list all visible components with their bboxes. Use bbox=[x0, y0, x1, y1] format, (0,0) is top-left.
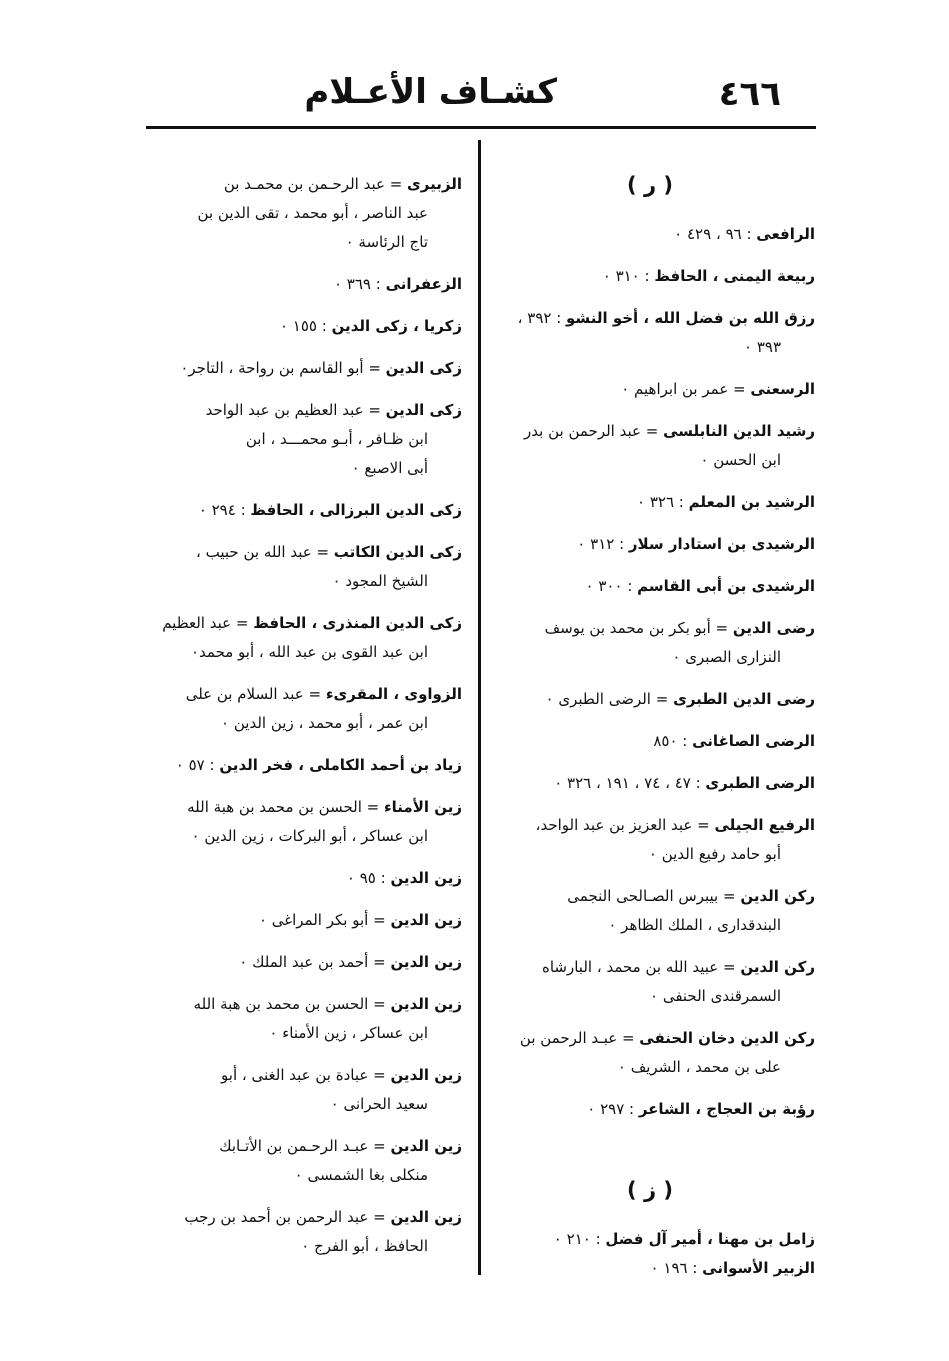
entry-name: رؤبة بن العجاج ، الشاعر bbox=[638, 1100, 815, 1118]
index-entry bbox=[485, 727, 815, 756]
entry-reference: = أبو بكر المراغى ٠ bbox=[258, 911, 391, 929]
entry-first-line bbox=[132, 1203, 462, 1232]
entries-ra bbox=[485, 220, 815, 1124]
entry-reference: = عبادة بن عبد الغنى ، أبو bbox=[221, 1066, 391, 1084]
entry-continuation-line: سعيد الحرانى ٠ bbox=[330, 1095, 428, 1113]
entry-name: الرفيع الجيلى bbox=[714, 816, 815, 834]
index-entry bbox=[132, 906, 462, 935]
left-column bbox=[132, 170, 462, 1274]
index-entry bbox=[132, 609, 462, 667]
entry-reference: : ٢٩٧ ٠ bbox=[587, 1100, 639, 1118]
entry-first-line bbox=[485, 572, 815, 601]
entry-name: رضى الدين الطبرى bbox=[673, 690, 815, 708]
entry-name: زين الدين bbox=[390, 953, 462, 971]
entry-name: رشيد الدين النابلسى bbox=[663, 422, 815, 440]
entry-name: الرضى الطبرى bbox=[705, 774, 815, 792]
index-entry bbox=[132, 496, 462, 525]
entry-reference: : ٢١٠ ٠ bbox=[553, 1230, 606, 1248]
entry-reference: : ٣٠٠ ٠ bbox=[585, 577, 638, 595]
entry-name: رزق الله بن فضل الله ، أخو النشو bbox=[566, 309, 815, 327]
index-entry bbox=[132, 751, 462, 780]
entry-reference: = بيبرس الصـالحى النجمى bbox=[567, 887, 741, 905]
entry-reference: = عبد الله بن حبيب ، bbox=[196, 543, 334, 561]
entry-name: زين الدين bbox=[390, 1137, 462, 1155]
index-entry bbox=[132, 270, 462, 299]
index-entry bbox=[485, 530, 815, 559]
entry-first-line bbox=[132, 948, 462, 977]
entry-name: زكى الدين المنذرى ، الحافظ bbox=[253, 614, 462, 632]
entry-reference: = الحسن بن محمد بن هبة الله bbox=[187, 798, 384, 816]
index-entry bbox=[485, 304, 815, 362]
entry-continuation-line: الحافظ ، أبو الفرج ٠ bbox=[301, 1237, 428, 1255]
index-entry bbox=[132, 680, 462, 738]
entry-name: زياد بن أحمد الكاملى ، فخر الدين bbox=[219, 756, 462, 774]
entry-reference: = عبد الرحـمن بن محمـد بن bbox=[223, 175, 408, 193]
index-entry bbox=[132, 354, 462, 383]
entry-continuation-line: على بن محمد ، الشريف ٠ bbox=[617, 1058, 781, 1076]
entry-reference: = أبو القاسم بن رواحة ، التاجر٠ bbox=[180, 359, 386, 377]
page-number: ٤٦٦ bbox=[718, 74, 781, 114]
entry-name: الرضى الصاغانى bbox=[692, 732, 815, 750]
entry-name: زين الدين bbox=[390, 911, 462, 929]
entry-name: ربيعة اليمنى ، الحافظ bbox=[654, 267, 815, 285]
index-entry bbox=[132, 864, 462, 893]
entry-reference: : ٣٩٢ ، bbox=[517, 309, 567, 327]
entry-first-line bbox=[485, 262, 815, 291]
entry-first-line bbox=[132, 312, 462, 341]
entry-first-line bbox=[485, 1225, 815, 1254]
entry-first-line bbox=[132, 864, 462, 893]
entry-reference: = أبو بكر بن محمد بن يوسف bbox=[544, 619, 733, 637]
entry-name: الزواوى ، المقرىء bbox=[325, 685, 462, 703]
entry-reference: = الرضى الطبرى ٠ bbox=[545, 690, 674, 708]
entry-reference: : ٥٧ ٠ bbox=[175, 756, 220, 774]
entry-first-line bbox=[485, 1024, 815, 1053]
entry-reference: = عبد السلام بن على bbox=[185, 685, 326, 703]
entry-continuation-line: ابن عبد القوى بن عبد الله ، أبو محمد٠ bbox=[190, 643, 428, 661]
entry-first-line bbox=[132, 793, 462, 822]
index-entry bbox=[132, 312, 462, 341]
index-entry bbox=[485, 614, 815, 672]
index-entry bbox=[132, 793, 462, 851]
entry-first-line bbox=[485, 1254, 815, 1283]
entry-reference: = عبـد الرحمن بن bbox=[519, 1029, 640, 1047]
entry-first-line bbox=[485, 530, 815, 559]
index-entry bbox=[485, 953, 815, 1011]
entry-first-line bbox=[485, 220, 815, 249]
entry-reference: = عمر بن ابراهيم ٠ bbox=[621, 380, 751, 398]
index-entry bbox=[485, 417, 815, 475]
index-entry bbox=[132, 1061, 462, 1119]
entry-name: ركن الدين bbox=[740, 958, 815, 976]
entry-name: زكى الدين bbox=[385, 401, 462, 419]
index-entry bbox=[485, 685, 815, 714]
entry-reference: : ٣١٠ ٠ bbox=[602, 267, 655, 285]
index-entry bbox=[132, 990, 462, 1048]
entry-reference: = عبيد الله بن محمد ، البارشاه bbox=[542, 958, 741, 976]
entry-name: الرسعنى bbox=[750, 380, 815, 398]
entry-reference: : ٣١٢ ٠ bbox=[577, 535, 629, 553]
index-entry bbox=[485, 572, 815, 601]
entry-first-line bbox=[132, 1061, 462, 1090]
entry-reference: = عبد العظيم bbox=[162, 614, 254, 632]
entry-first-line bbox=[132, 751, 462, 780]
entry-continuation-line: الشيخ المجود ٠ bbox=[332, 572, 428, 590]
entry-name: زين الدين bbox=[390, 869, 462, 887]
entry-continuation-line: عبد الناصر ، أبو محمد ، تقى الدين بن bbox=[197, 204, 428, 222]
index-entry bbox=[132, 1203, 462, 1261]
entry-continuation-line: ابن ظـافر ، أبـو محمـــد ، ابن bbox=[245, 430, 428, 448]
entry-name: زكى الدين البرزالى ، الحافظ bbox=[250, 501, 462, 519]
entry-first-line bbox=[132, 170, 462, 199]
column-divider bbox=[478, 140, 481, 1275]
entry-reference: : ١٥٥ ٠ bbox=[279, 317, 332, 335]
right-column bbox=[485, 170, 815, 1283]
index-entry bbox=[485, 220, 815, 249]
entry-name: زين الدين bbox=[390, 1208, 462, 1226]
index-entry bbox=[485, 375, 815, 404]
index-entry bbox=[132, 1132, 462, 1190]
entry-continuation-line: ابن عساكر ، أبو البركات ، زين الدين ٠ bbox=[191, 827, 428, 845]
entry-first-line bbox=[132, 609, 462, 638]
entry-continuation-line: ابن عمر ، أبو محمد ، زين الدين ٠ bbox=[221, 714, 428, 732]
entry-first-line bbox=[485, 375, 815, 404]
entry-name: ركن الدين دخان الحنفى bbox=[639, 1029, 815, 1047]
entry-reference: : ٢٩٤ ٠ bbox=[198, 501, 251, 519]
page-title: كشـاف الأعـلام bbox=[304, 72, 557, 112]
entry-first-line bbox=[132, 396, 462, 425]
entry-first-line bbox=[485, 417, 815, 446]
entry-reference: : ٩٦ ، ٤٢٩ ٠ bbox=[674, 225, 757, 243]
entry-name: زكريا ، زكى الدين bbox=[331, 317, 462, 335]
entry-name: الرشيد بن المعلم bbox=[688, 493, 815, 511]
entry-continuation-line: السمرقندى الحنفى ٠ bbox=[649, 987, 781, 1005]
index-entry bbox=[132, 948, 462, 977]
entry-continuation-line: تاج الرئاسة ٠ bbox=[345, 233, 428, 251]
entry-reference: = عبد الرحمن بن بدر bbox=[524, 422, 664, 440]
entry-reference: = عبد العظيم بن عبد الواحد bbox=[205, 401, 386, 419]
entry-name: زين الدين bbox=[390, 995, 462, 1013]
entry-continuation-line: البندقدارى ، الملك الظاهر ٠ bbox=[608, 916, 781, 934]
entry-reference: : ٣٢٦ ٠ bbox=[636, 493, 689, 511]
section-heading-ra: ( ر ) bbox=[627, 173, 673, 197]
section-gap bbox=[485, 1137, 815, 1175]
entry-first-line bbox=[485, 811, 815, 840]
entries-zay bbox=[485, 1225, 815, 1283]
entry-first-line bbox=[132, 680, 462, 709]
entry-name: زكى الدين الكاتب bbox=[333, 543, 462, 561]
entry-name: ركن الدين bbox=[740, 887, 815, 905]
entry-reference: = عبد الرحمن بن أحمد بن رجب bbox=[184, 1208, 391, 1226]
entry-reference: = عبـد الرحـمن بن الأتـابك bbox=[219, 1137, 391, 1155]
entry-name: زامل بن مهنا ، أمير آل فضل bbox=[605, 1230, 815, 1248]
entry-name: الزبير الأسوانى bbox=[702, 1259, 815, 1277]
entry-first-line bbox=[485, 727, 815, 756]
entry-first-line bbox=[132, 906, 462, 935]
entry-continuation-line: أبو حامد رفيع الدين ٠ bbox=[648, 845, 781, 863]
entry-reference: : ٣٦٩ ٠ bbox=[333, 275, 386, 293]
index-entry bbox=[132, 538, 462, 596]
entry-name: الرافعى bbox=[756, 225, 815, 243]
entry-name: زين الدين bbox=[390, 1066, 462, 1084]
entry-name: الزعفرانى bbox=[385, 275, 462, 293]
entry-first-line bbox=[485, 685, 815, 714]
entry-name: الرشيدى بن استادار سلار bbox=[628, 535, 815, 553]
index-entry bbox=[485, 811, 815, 869]
index-entry bbox=[485, 1024, 815, 1082]
entry-first-line bbox=[485, 882, 815, 911]
entry-first-line bbox=[132, 496, 462, 525]
index-entry bbox=[485, 1095, 815, 1124]
entry-first-line bbox=[132, 354, 462, 383]
entry-first-line bbox=[132, 538, 462, 567]
header-rule bbox=[146, 126, 816, 129]
entry-name: الرشيدى بن أبى القاسم bbox=[637, 577, 815, 595]
entries-zay-continued bbox=[132, 170, 462, 1261]
index-entry bbox=[485, 488, 815, 517]
index-entry bbox=[132, 170, 462, 257]
entry-reference: : ٤٧ ، ٧٤ ، ١٩١ ، ٣٢٦ ٠ bbox=[554, 774, 706, 792]
entry-reference: : ٨٥٠ bbox=[653, 732, 693, 750]
index-entry bbox=[485, 882, 815, 940]
entry-name: رضى الدين bbox=[732, 619, 815, 637]
entry-continuation-line: أبى الاصبع ٠ bbox=[351, 459, 428, 477]
entry-name: زكى الدين bbox=[385, 359, 462, 377]
entry-continuation-line: النزارى الصبرى ٠ bbox=[672, 648, 781, 666]
entry-reference: : ٩٥ ٠ bbox=[346, 869, 391, 887]
entry-name: زين الأمناء bbox=[383, 798, 462, 816]
section-heading-zay: ( ز ) bbox=[627, 1178, 673, 1202]
entry-first-line bbox=[485, 1095, 815, 1124]
entry-first-line bbox=[132, 1132, 462, 1161]
entry-first-line bbox=[485, 953, 815, 982]
entry-first-line bbox=[485, 769, 815, 798]
entry-continuation-line: ابن الحسن ٠ bbox=[700, 451, 781, 469]
index-entry bbox=[485, 262, 815, 291]
entry-reference: = الحسن بن محمد بن هبة الله bbox=[193, 995, 391, 1013]
entry-first-line bbox=[485, 304, 815, 333]
entry-continuation-line: منكلى بغا الشمسى ٠ bbox=[294, 1166, 428, 1184]
entry-reference: = عبد العزيز بن عبد الواحد، bbox=[535, 816, 715, 834]
entry-first-line bbox=[485, 488, 815, 517]
index-entry bbox=[485, 769, 815, 798]
entry-first-line bbox=[132, 990, 462, 1019]
entry-first-line bbox=[132, 270, 462, 299]
index-entry bbox=[485, 1225, 815, 1254]
index-entry bbox=[132, 396, 462, 483]
entry-name: الزبيرى bbox=[407, 175, 462, 193]
index-entry bbox=[485, 1254, 815, 1283]
entry-reference: : ١٩٦ ٠ bbox=[650, 1259, 703, 1277]
entry-reference: = أحمد بن عبد الملك ٠ bbox=[239, 953, 391, 971]
entry-continuation-line: ابن عساكر ، زين الأمناء ٠ bbox=[269, 1024, 428, 1042]
entry-continuation-line: ٣٩٣ ٠ bbox=[743, 338, 781, 356]
entry-first-line bbox=[485, 614, 815, 643]
